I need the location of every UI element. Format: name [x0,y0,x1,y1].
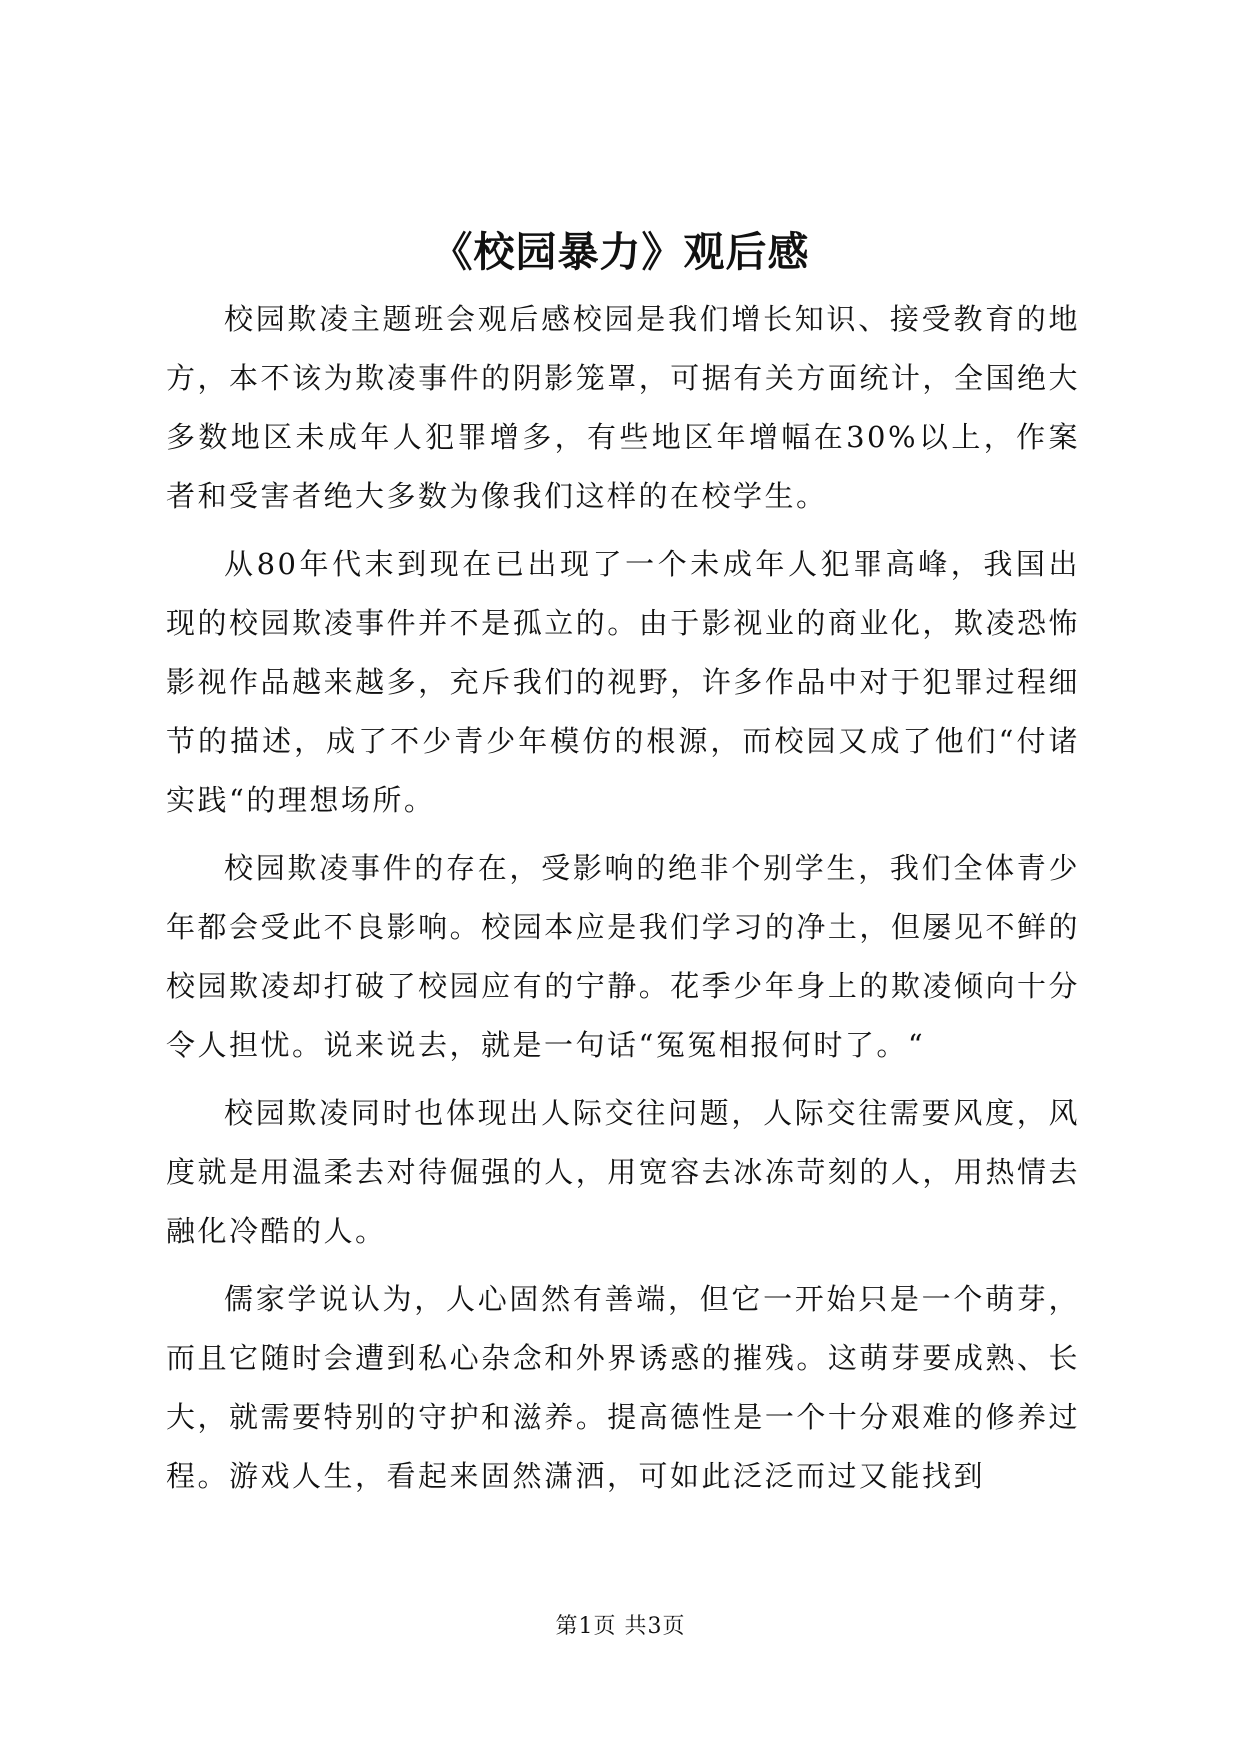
paragraph-2: 从80年代末到现在已出现了一个未成年人犯罪高峰，我国出现的校园欺凌事件并不是孤立的。由于影视业的商业化，欺凌恐怖影视作品越来越多，充斥我们的视野，许多作品中对于犯罪过程细节的描述，成了不少青少年模仿的根源，而校园又成了他们“付诸实践“的理想场所。 [166,547,1080,817]
paragraph-1: 校园欺凌主题班会观后感校园是我们增长知识、接受教育的地方，本不该为欺凌事件的阴影笼罩，可据有关方面统计，全国绝大多数地区未成年人犯罪增多，有些地区年增幅在30%以上，作案者和受害者绝大多数为像我们这样的在校学生。 [166,302,1080,513]
document-body [166,290,1080,1506]
paragraph-5: 儒家学说认为，人心固然有善端，但它一开始只是一个萌芽，而且它随时会遭到私心杂念和外界诱惑的摧残。这萌芽要成熟、长大，就需要特别的守护和滋养。提高德性是一个十分艰难的修养过程。游戏人生，看起来固然潇洒，可如此泛泛而过又能找到 [166,1282,1080,1493]
paragraph-3: 校园欺凌事件的存在，受影响的绝非个别学生，我们全体青少年都会受此不良影响。校园本应是我们学习的净土，但屡见不鲜的校园欺凌却打破了校园应有的宁静。花季少年身上的欺凌倾向十分令人担忧。说来说去，就是一句话“冤冤相报何时了。“ [166,851,1080,1062]
paragraph-4: 校园欺凌同时也体现出人际交往问题，人际交往需要风度，风度就是用温柔去对待倔强的人，用宽容去冰冻苛刻的人，用热情去融化冷酷的人。 [166,1096,1080,1248]
document-title: 《校园暴力》观后感 [431,228,810,276]
page-footer: 第1页 共3页 [555,1614,686,1639]
